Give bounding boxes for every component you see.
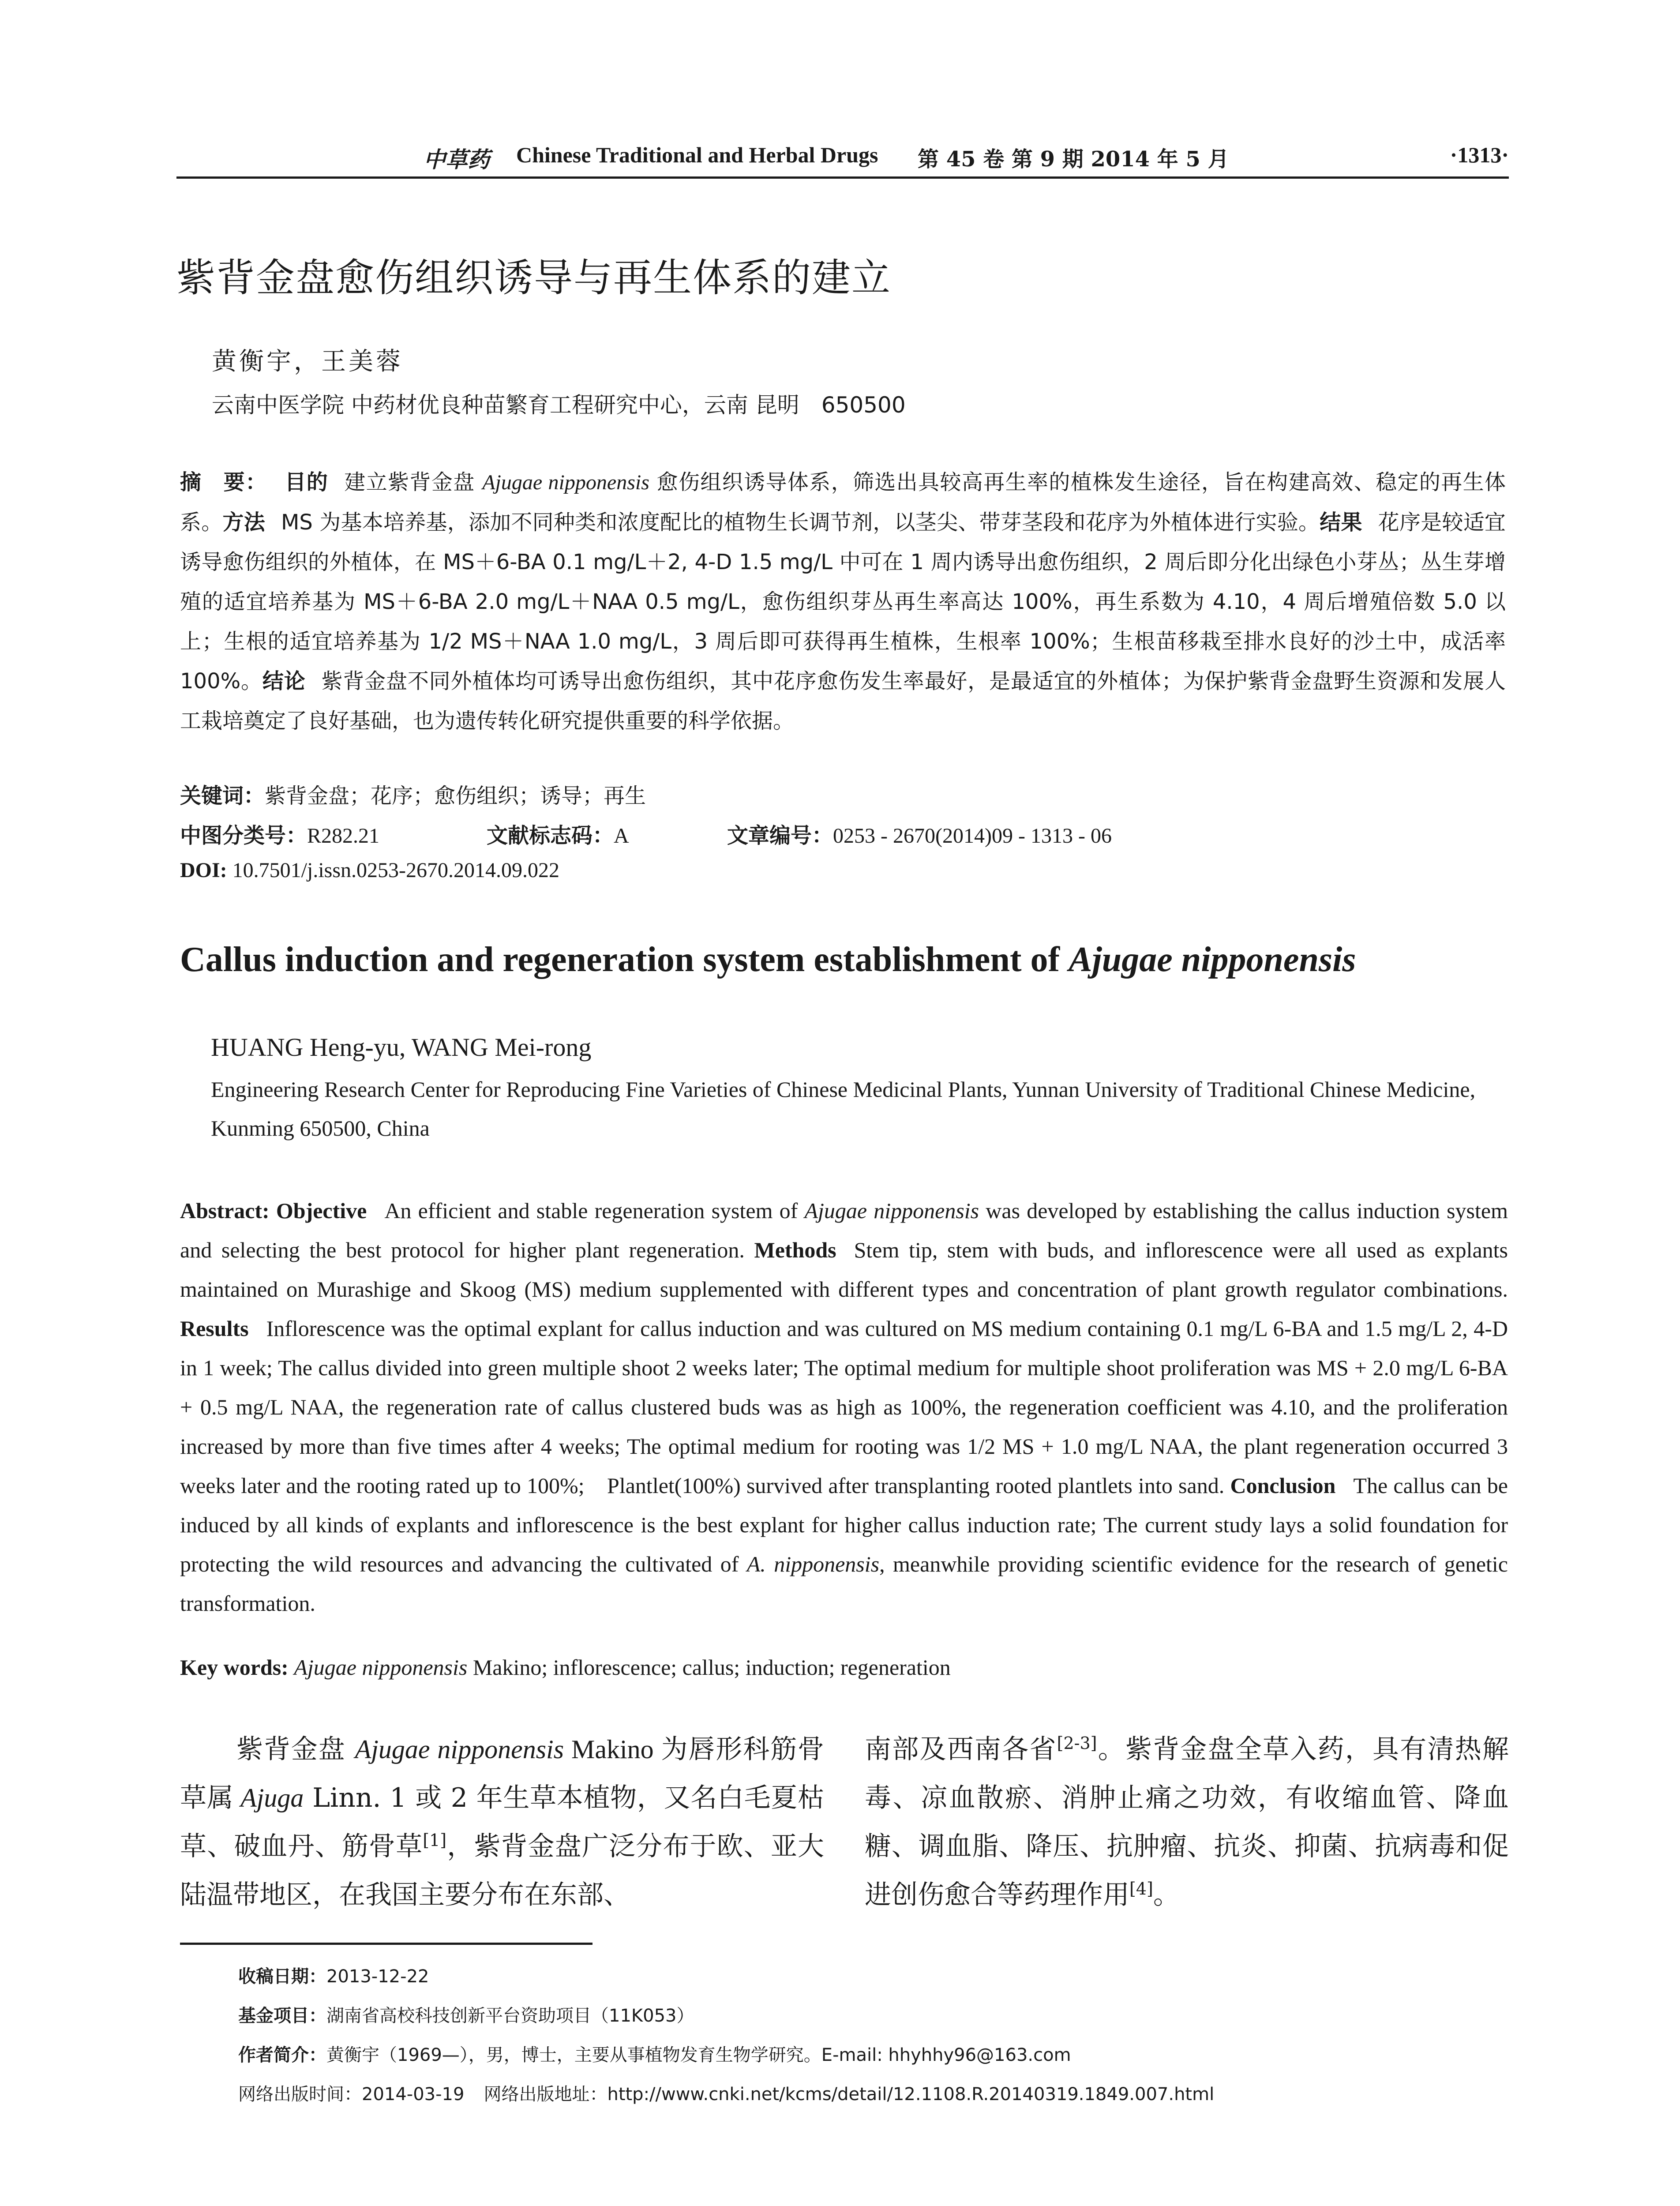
article-no-label: 文章编号： xyxy=(727,823,833,848)
footnote-rule xyxy=(180,1943,592,1945)
fund-label: 基金项目： xyxy=(238,2006,326,2026)
body-genus: Ajuga xyxy=(240,1783,304,1812)
author-value: 黄衡宇（1969—），男，博士，主要从事植物发育生物学研究。E-mail: hhyhhy96@163.com xyxy=(326,2045,1071,2065)
body-column-right xyxy=(865,1725,1509,1919)
species-name-en: Ajugae nipponensis xyxy=(804,1198,979,1223)
species-abbrev-en: A. nipponensis xyxy=(746,1552,880,1576)
page-number: ·1313· xyxy=(1450,143,1509,167)
authors-en: HUANG Heng-yu, WANG Mei-rong xyxy=(211,1033,592,1062)
keywords-label-cn: 关键词： xyxy=(180,784,265,808)
body-text: Makino 为唇形科筋骨草属 xyxy=(180,1735,825,1812)
keywords-en xyxy=(180,1654,951,1680)
online-time: 网络出版时间：2014-03-19 xyxy=(238,2084,465,2105)
received-value: 2013-12-22 xyxy=(326,1966,429,1987)
footnote-online xyxy=(238,2080,1214,2105)
body-text: 。紫背金盘全草入药，具有清热解毒、凉血散瘀、消肿止痛之功效，有收缩血管、降血糖、调血脂、降压、抗肿瘤、抗炎、抑菌、抗病毒和促进创伤愈合等药理作用 xyxy=(865,1734,1509,1910)
species-name: Ajugae nipponensis xyxy=(482,471,649,494)
title-en xyxy=(180,940,1356,980)
citation-ref[interactable]: [1] xyxy=(423,1831,447,1850)
running-header xyxy=(176,142,1509,180)
objective-text-en-2: was developed by establishing the callus induction system and selecting the best protocol for higher plant regeneration. xyxy=(180,1198,1508,1262)
classification-line xyxy=(180,818,1508,854)
objective-label-en: Objective xyxy=(276,1198,367,1223)
results-text-cn: 花序是较适宜诱导愈伤组织的外植体，在 MS＋6-BA 0.1 mg/L＋2, 4-D 1.5 mg/L 中可在 1 周内诱导出愈伤组织，2 周后即分化出绿色小芽丛；丛生芽增殖的适宜培养基为 MS＋6-BA 2.0 mg/L＋NAA 0.5 mg/L，愈伤组织芽丛再生率高达 100%，再生系数为 4.10，4 周后增殖倍数 5.0 以上；生根的适宜培养基为 1/2 MS＋NAA 1.0 mg/L，3 周后即可获得再生植株，生根率 100%；生根苗移栽至排水良好的沙土中，成活率 100%。 xyxy=(180,510,1506,694)
abstract-label-cn: 摘 要： xyxy=(180,470,267,495)
body-column-left xyxy=(180,1725,824,1919)
keywords-cn xyxy=(180,779,646,809)
results-label-cn: 结果 xyxy=(1320,510,1362,535)
conclusion-text-cn: 紫背金盘不同外植体均可诱导出愈伤组织，其中花序愈伤发生率最好，是最适宜的外植体；为保护紫背金盘野生资源和发展人工栽培奠定了良好基础，也为遗传转化研究提供重要的科学依据。 xyxy=(180,669,1506,733)
body-text: 紫背金盘 xyxy=(236,1734,355,1765)
conclusion-text-en: The callus can be induced by all kinds of explants and inflorescence is the best explant for higher callus induction rate; The current study lays a solid foundation for protecting the wild resources and advancing the cultivated of xyxy=(180,1473,1508,1576)
journal-name-en: Chinese Traditional and Herbal Drugs xyxy=(516,143,878,167)
affiliation-en: Engineering Research Center for Reproducing Fine Varieties of Chinese Medicinal Plants, Yunnan University of Traditional Chinese Medicine, Kunming 650500, China xyxy=(211,1077,1476,1141)
journal-name-cn: 中草药 xyxy=(424,146,490,173)
body-text: 南部及西南各省 xyxy=(865,1734,1057,1765)
conclusion-text-en-2: , meanwhile providing scientific evidence for the research of genetic transformation. xyxy=(180,1552,1508,1616)
title-en-species: Ajugae nipponensis xyxy=(1069,940,1356,979)
citation-ref[interactable]: [2-3] xyxy=(1057,1733,1097,1753)
citation-ref[interactable]: [4] xyxy=(1129,1879,1153,1898)
author-label: 作者简介： xyxy=(238,2045,326,2065)
clc-label: 中图分类号： xyxy=(180,823,308,848)
header-rule xyxy=(176,176,1509,179)
results-label-en: Results xyxy=(180,1316,249,1341)
affiliation-cn: 云南中医学院 中药材优良种苗繁育工程研究中心，云南 昆明 650500 xyxy=(212,392,906,418)
methods-label-en: Methods xyxy=(754,1238,836,1262)
title-cn: 紫背金盘愈伤组织诱导与再生体系的建立 xyxy=(176,255,892,300)
abstract-label-en: Abstract: xyxy=(180,1198,270,1223)
abstract-en xyxy=(180,1191,1508,1623)
footnote-received xyxy=(238,1962,429,1988)
keywords-species-en: Ajugae nipponensis xyxy=(294,1655,468,1680)
authors-cn: 黄衡宇，王美蓉 xyxy=(212,347,403,376)
clc-value: R282.21 xyxy=(307,824,380,848)
doi-line xyxy=(180,858,559,882)
doc-code-value: A xyxy=(614,824,629,848)
body-text: 。 xyxy=(1153,1880,1180,1910)
received-label: 收稿日期： xyxy=(238,1966,326,1987)
conclusion-label-cn: 结论 xyxy=(262,669,306,694)
fund-value: 湖南省高校科技创新平台资助项目（11K053） xyxy=(326,2006,694,2026)
results-text-en: Inflorescence was the optimal explant for callus induction and was cultured on MS medium containing 0.1 mg/L 6-BA and 1.5 mg/L 2, 4-D in 1 week; The callus divided into green multiple shoot 2 weeks later; The optimal medium for multiple shoot proliferation was MS + 2.0 mg/L 6-BA + 0.5 mg/L NAA, the regeneration rate of callus clustered buds was as high as 100%, the regeneration coefficient was 4.10, and the proliferation increased by more than five times after 4 weeks; The optimal medium for rooting was 1/2 MS + 1.0 mg/L NAA, the plant regeneration occurred 3 weeks later and the rooting rated up to 100%; Plantlet(100%) survived after transplanting rooted plantlets into sand. xyxy=(180,1316,1508,1498)
doi-link[interactable]: 10.7501/j.issn.0253-2670.2014.09.022 xyxy=(232,859,560,882)
methods-label-cn: 方法 xyxy=(222,510,265,535)
online-url[interactable]: 网络出版地址：http://www.cnki.net/kcms/detail/12.1108.R.20140319.1849.007.html xyxy=(484,2084,1215,2105)
issue-info: 第 45 卷 第 9 期 2014 年 5 月 xyxy=(918,147,1229,172)
footnote-fund xyxy=(238,2002,694,2027)
body-text: ，紫背金盘广泛分布于欧、亚大陆温带地区，在我国主要分布在东部、 xyxy=(180,1831,825,1910)
doc-code-label: 文献标志码： xyxy=(487,823,614,848)
keywords-value-cn: 紫背金盘；花序；愈伤组织；诱导；再生 xyxy=(265,784,646,808)
keywords-label-en: Key words: xyxy=(180,1655,289,1680)
doi-label: DOI: xyxy=(180,859,227,882)
methods-text-en: Stem tip, stem with buds, and inflorescence were all used as explants maintained on Murashige and Skoog (MS) medium supplemented with different types and concentration of plant growth regulator combinations. xyxy=(180,1238,1508,1302)
footnote-author xyxy=(238,2041,1071,2066)
abstract-cn xyxy=(180,462,1506,741)
objective-label-cn: 目的 xyxy=(285,470,329,495)
body-species: Ajugae nipponensis xyxy=(355,1735,564,1764)
title-en-main: Callus induction and regeneration system establishment of xyxy=(180,940,1069,979)
keywords-value-en: Makino; inflorescence; callus; induction; regeneration xyxy=(467,1655,951,1680)
objective-text-en: An efficient and stable regeneration system of xyxy=(384,1198,805,1223)
article-no-value: 0253 - 2670(2014)09 - 1313 - 06 xyxy=(833,824,1112,848)
conclusion-label-en: Conclusion xyxy=(1230,1473,1336,1498)
objective-text-cn-2: 愈伤组织诱导体系，筛选出具较高再生率的植株发生途径，旨在构建高效、稳定的再生体系。 xyxy=(180,470,1506,535)
body-text: Linn. 1 或 2 年生草本植物，又名白毛夏枯草、破血丹、筋骨草 xyxy=(180,1782,825,1862)
methods-text-cn: MS 为基本培养基，添加不同种类和浓度配比的植物生长调节剂，以茎尖、带芽茎段和花序为外植体进行实验。 xyxy=(281,510,1320,535)
objective-text-cn: 建立紫背金盘 xyxy=(344,470,483,495)
